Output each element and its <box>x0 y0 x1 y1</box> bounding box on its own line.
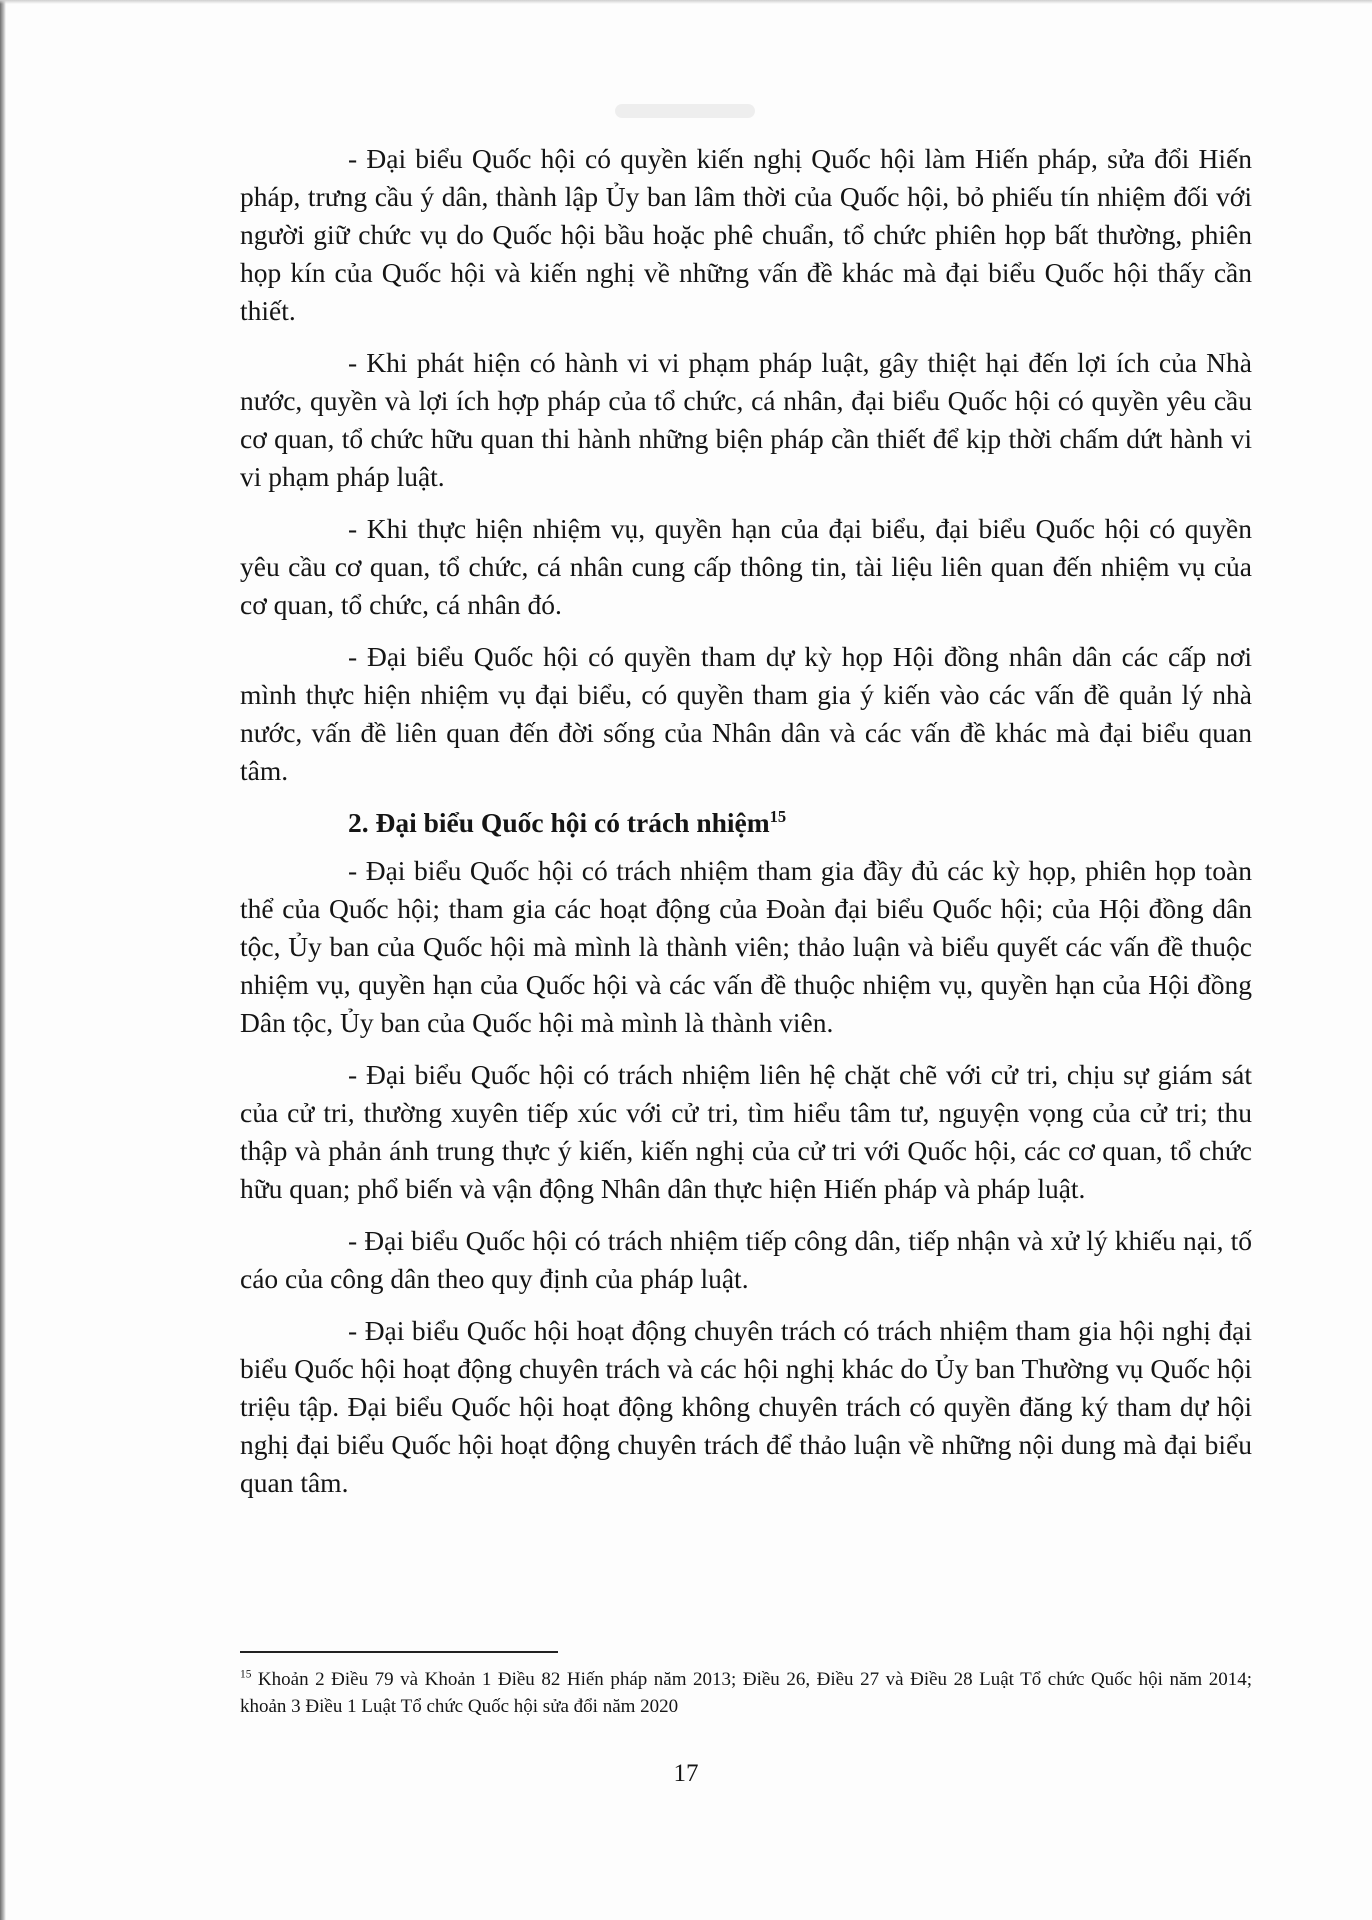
paragraph-right-request-information: - Khi thực hiện nhiệm vụ, quyền hạn của đại biểu, đại biểu Quốc hội có quyền yêu cầu cơ quan, tổ chức, cá nhân cung cấp thông tin, tài liệu liên quan đến nhiệm vụ của cơ quan, tổ chức, cá nhân đó. <box>240 513 1252 620</box>
paragraph-right-request-stop-violation: - Khi phát hiện có hành vi vi phạm pháp luật, gây thiệt hại đến lợi ích của Nhà nước, quyền và lợi ích hợp pháp của tổ chức, cá nhân, đại biểu Quốc hội có quyền yêu cầu cơ quan, tổ chức hữu quan thi hành những biện pháp cần thiết để kịp thời chấm dứt hành vi vi phạm pháp luật. <box>240 347 1252 492</box>
bleed-through-mark <box>615 104 755 118</box>
paragraph-right-attend-council: - Đại biểu Quốc hội có quyền tham dự kỳ họp Hội đồng nhân dân các cấp nơi mình thực hiện nhiệm vụ đại biểu, có quyền tham gia ý kiến vào các vấn đề quản lý nhà nước, vấn đề liên quan đến đời sống của Nhân dân và các vấn đề khác mà đại biểu quan tâm. <box>240 641 1252 786</box>
paragraph-duty-full-time-conference: - Đại biểu Quốc hội hoạt động chuyên trách có trách nhiệm tham gia hội nghị đại biểu Quốc hội hoạt động chuyên trách và các hội nghị khác do Ủy ban Thường vụ Quốc hội triệu tập. Đại biểu Quốc hội hoạt động không chuyên trách có quyền đăng ký tham dự hội nghị đại biểu Quốc hội hoạt động chuyên trách để thảo luận về những nội dung mà đại biểu quan tâm. <box>240 1315 1252 1498</box>
section-heading <box>240 804 1252 842</box>
page-number: 17 <box>673 1760 699 1787</box>
scan-shadow-top <box>0 0 1372 4</box>
paragraph-duty-receive-citizens: - Đại biểu Quốc hội có trách nhiệm tiếp công dân, tiếp nhận và xử lý khiếu nại, tố cáo của công dân theo quy định của pháp luật. <box>240 1225 1252 1294</box>
footnote-text: Khoản 2 Điều 79 và Khoản 1 Điều 82 Hiến pháp năm 2013; Điều 26, Điều 27 và Điều 28 Luật Tổ chức Quốc hội năm 2014; khoản 3 Điều 1 Luật Tổ chức Quốc hội sửa đổi năm 2020 <box>240 1669 1252 1717</box>
paragraph-duty-attend-sessions: - Đại biểu Quốc hội có trách nhiệm tham gia đầy đủ các kỳ họp, phiên họp toàn thể của Quốc hội; tham gia các hoạt động của Đoàn đại biểu Quốc hội; của Hội đồng dân tộc, Ủy ban của Quốc hội mà mình là thành viên; thảo luận và biểu quyết các vấn đề thuộc nhiệm vụ, quyền hạn của Quốc hội và các vấn đề thuộc nhiệm vụ, quyền hạn của Hội đồng Dân tộc, Ủy ban của Quốc hội mà mình là thành viên. <box>240 855 1252 1038</box>
footnote-number: 15 <box>240 1668 252 1681</box>
footnote <box>240 1666 1252 1720</box>
paragraph-duty-contact-voters: - Đại biểu Quốc hội có trách nhiệm liên hệ chặt chẽ với cử tri, chịu sự giám sát của cử tri, thường xuyên tiếp xúc với cử tri, tìm hiểu tâm tư, nguyện vọng của cử tri; thu thập và phản ánh trung thực ý kiến, kiến nghị của cử tri với Quốc hội, các cơ quan, tổ chức hữu quan; phổ biến và vận động Nhân dân thực hiện Hiến pháp và pháp luật. <box>240 1059 1252 1204</box>
body-text <box>240 140 1252 1516</box>
paragraph-right-propose: - Đại biểu Quốc hội có quyền kiến nghị Quốc hội làm Hiến pháp, sửa đổi Hiến pháp, trưng cầu ý dân, thành lập Ủy ban lâm thời của Quốc hội, bỏ phiếu tín nhiệm đối với người giữ chức vụ do Quốc hội bầu hoặc phê chuẩn, tổ chức phiên họp bất thường, phiên họp kín của Quốc hội và kiến nghị về những vấn đề khác mà đại biểu Quốc hội thấy cần thiết. <box>240 143 1252 326</box>
footnote-separator <box>240 1651 558 1653</box>
scan-shadow-left <box>0 0 6 1920</box>
section-heading-text: 2. Đại biểu Quốc hội có trách nhiệm <box>348 807 770 838</box>
footnote-reference: 15 <box>769 806 787 826</box>
